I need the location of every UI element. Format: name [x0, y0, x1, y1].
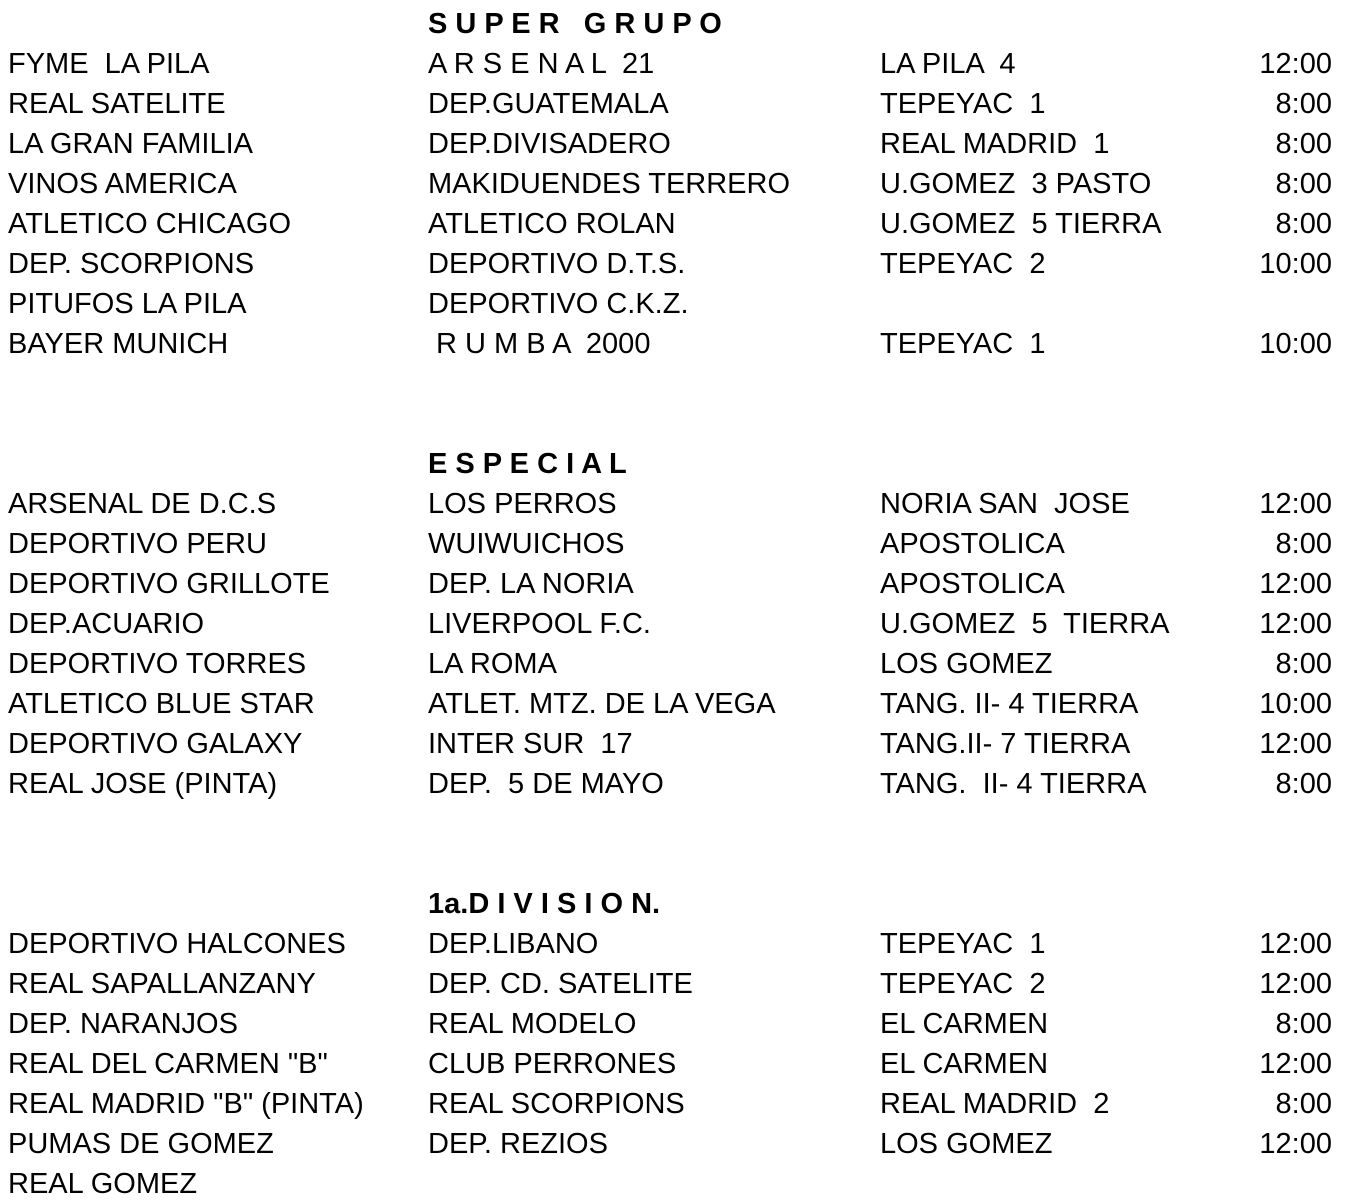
- team-a-cell: REAL GOMEZ: [8, 1168, 198, 1200]
- team-b-cell: DEP. LA NORIA: [428, 568, 634, 600]
- team-b-cell: DEP.GUATEMALA: [428, 88, 669, 120]
- venue-cell: TEPEYAC 1: [880, 88, 1046, 120]
- team-a-cell: REAL SATELITE: [8, 88, 226, 120]
- venue-cell: U.GOMEZ 5 TIERRA: [880, 608, 1170, 640]
- match-row: [0, 244, 1346, 284]
- team-b-cell: ATLET. MTZ. DE LA VEGA: [428, 688, 776, 720]
- venue-cell: APOSTOLICA: [880, 568, 1065, 600]
- team-a-cell: REAL SAPALLANZANY: [8, 968, 316, 1000]
- team-b-cell: ATLETICO ROLAN: [428, 208, 676, 240]
- time-cell: [1210, 284, 1332, 324]
- team-a-cell: ATLETICO BLUE STAR: [8, 688, 315, 720]
- team-b-cell: DEPORTIVO D.T.S.: [428, 248, 686, 280]
- match-row: [0, 684, 1346, 724]
- venue-cell: [880, 284, 1210, 324]
- venue-cell: APOSTOLICA: [880, 528, 1065, 560]
- match-row: [0, 484, 1346, 524]
- team-b-cell: WUIWUICHOS: [428, 528, 625, 560]
- match-row: [0, 724, 1346, 764]
- team-a-cell: VINOS AMERICA: [8, 168, 237, 200]
- time-cell: 8:00: [1275, 768, 1332, 800]
- match-row: [0, 44, 1346, 84]
- venue-cell: TEPEYAC 1: [880, 328, 1046, 360]
- time-cell: 12:00: [1259, 1128, 1332, 1160]
- venue-cell: LA PILA 4: [880, 48, 1016, 80]
- team-b-cell: LIVERPOOL F.C.: [428, 608, 651, 640]
- match-row: [0, 764, 1346, 804]
- team-a-cell: DEPORTIVO TORRES: [8, 648, 307, 680]
- team-a-cell: LA GRAN FAMILIA: [8, 128, 253, 160]
- team-b-cell: LOS PERROS: [428, 488, 617, 520]
- venue-cell: U.GOMEZ 3 PASTO: [880, 168, 1152, 200]
- match-row: [0, 524, 1346, 564]
- team-a-cell: ARSENAL DE D.C.S: [8, 488, 277, 520]
- time-cell: 12:00: [1259, 1048, 1332, 1080]
- venue-cell: LOS GOMEZ: [880, 1128, 1053, 1160]
- match-row: [0, 1004, 1346, 1044]
- team-a-cell: DEPORTIVO PERU: [8, 528, 267, 560]
- venue-cell: NORIA SAN JOSE: [880, 488, 1130, 520]
- section-title: E S P E C I A L: [428, 448, 627, 480]
- team-b-cell: DEP. CD. SATELITE: [428, 968, 693, 1000]
- team-a-cell: PUMAS DE GOMEZ: [8, 1128, 274, 1160]
- team-a-cell: DEPORTIVO GALAXY: [8, 728, 303, 760]
- time-cell: 12:00: [1259, 568, 1332, 600]
- time-cell: 12:00: [1259, 968, 1332, 1000]
- time-cell: 10:00: [1259, 328, 1332, 360]
- match-row: [0, 1124, 1346, 1164]
- match-row: [0, 284, 1346, 324]
- team-b-cell: DEP.DIVISADERO: [428, 128, 671, 160]
- team-b-cell: REAL MODELO: [428, 1008, 637, 1040]
- time-cell: 8:00: [1275, 128, 1332, 160]
- team-a-cell: PITUFOS LA PILA: [8, 288, 247, 320]
- section-title: S U P E R G R U P O: [428, 8, 722, 40]
- match-row: [0, 1044, 1346, 1084]
- team-a-cell: DEP.ACUARIO: [8, 608, 205, 640]
- section-super-grupo: [0, 4, 1346, 364]
- team-b-cell: A R S E N A L 21: [428, 48, 655, 80]
- venue-cell: EL CARMEN: [880, 1008, 1049, 1040]
- venue-cell: TEPEYAC 2: [880, 968, 1046, 1000]
- time-cell: 8:00: [1275, 208, 1332, 240]
- time-cell: 8:00: [1275, 168, 1332, 200]
- venue-cell: U.GOMEZ 5 TIERRA: [880, 208, 1162, 240]
- team-a-cell: DEPORTIVO GRILLOTE: [8, 568, 330, 600]
- match-row: [0, 964, 1346, 1004]
- team-a-cell: BAYER MUNICH: [8, 328, 229, 360]
- venue-cell: [880, 1164, 1210, 1204]
- team-b-cell: INTER SUR 17: [428, 728, 633, 760]
- team-b-cell: CLUB PERRONES: [428, 1048, 677, 1080]
- team-a-cell: DEP. NARANJOS: [8, 1008, 238, 1040]
- time-cell: 8:00: [1275, 88, 1332, 120]
- venue-cell: REAL MADRID 1: [880, 128, 1110, 160]
- team-b-cell: DEP. 5 DE MAYO: [428, 768, 664, 800]
- venue-cell: TEPEYAC 1: [880, 928, 1046, 960]
- team-a-cell: REAL MADRID "B" (PINTA): [8, 1088, 364, 1120]
- match-row: [0, 164, 1346, 204]
- venue-cell: LOS GOMEZ: [880, 648, 1053, 680]
- section-primera-division: [0, 884, 1346, 1204]
- time-cell: 12:00: [1259, 488, 1332, 520]
- team-b-cell: REAL SCORPIONS: [428, 1088, 685, 1120]
- time-cell: 12:00: [1259, 728, 1332, 760]
- team-a-cell: FYME LA PILA: [8, 48, 210, 80]
- match-row: [0, 204, 1346, 244]
- match-row: [0, 124, 1346, 164]
- team-a-cell: ATLETICO CHICAGO: [8, 208, 292, 240]
- time-cell: 8:00: [1275, 528, 1332, 560]
- venue-cell: REAL MADRID 2: [880, 1088, 1110, 1120]
- time-cell: 10:00: [1259, 248, 1332, 280]
- venue-cell: TEPEYAC 2: [880, 248, 1046, 280]
- match-row: [0, 604, 1346, 644]
- time-cell: 8:00: [1275, 1088, 1332, 1120]
- time-cell: 12:00: [1259, 928, 1332, 960]
- venue-cell: TANG. II- 4 TIERRA: [880, 688, 1139, 720]
- time-cell: 12:00: [1259, 48, 1332, 80]
- team-a-cell: REAL DEL CARMEN "B": [8, 1048, 328, 1080]
- team-b-cell: LA ROMA: [428, 648, 557, 680]
- team-b-cell: MAKIDUENDES TERRERO: [428, 168, 791, 200]
- match-row: [0, 1164, 1346, 1204]
- team-b-cell: [428, 1164, 880, 1204]
- match-row: [0, 564, 1346, 604]
- venue-cell: EL CARMEN: [880, 1048, 1049, 1080]
- team-a-cell: DEPORTIVO HALCONES: [8, 928, 346, 960]
- venue-cell: TANG.II- 7 TIERRA: [880, 728, 1131, 760]
- time-cell: 8:00: [1275, 1008, 1332, 1040]
- time-cell: 8:00: [1275, 648, 1332, 680]
- match-row: [0, 924, 1346, 964]
- team-b-cell: R U M B A 2000: [428, 328, 651, 360]
- time-cell: [1210, 1164, 1332, 1204]
- match-row: [0, 324, 1346, 364]
- venue-cell: TANG. II- 4 TIERRA: [880, 768, 1147, 800]
- team-b-cell: DEPORTIVO C.K.Z.: [428, 288, 689, 320]
- time-cell: 10:00: [1259, 688, 1332, 720]
- match-row: [0, 644, 1346, 684]
- match-row: [0, 84, 1346, 124]
- team-a-cell: REAL JOSE (PINTA): [8, 768, 278, 800]
- section-especial: [0, 444, 1346, 804]
- match-row: [0, 1084, 1346, 1124]
- section-title: 1a.D I V I S I O N.: [428, 888, 661, 920]
- team-b-cell: DEP. REZIOS: [428, 1128, 608, 1160]
- team-b-cell: DEP.LIBANO: [428, 928, 599, 960]
- time-cell: 12:00: [1259, 608, 1332, 640]
- team-a-cell: DEP. SCORPIONS: [8, 248, 255, 280]
